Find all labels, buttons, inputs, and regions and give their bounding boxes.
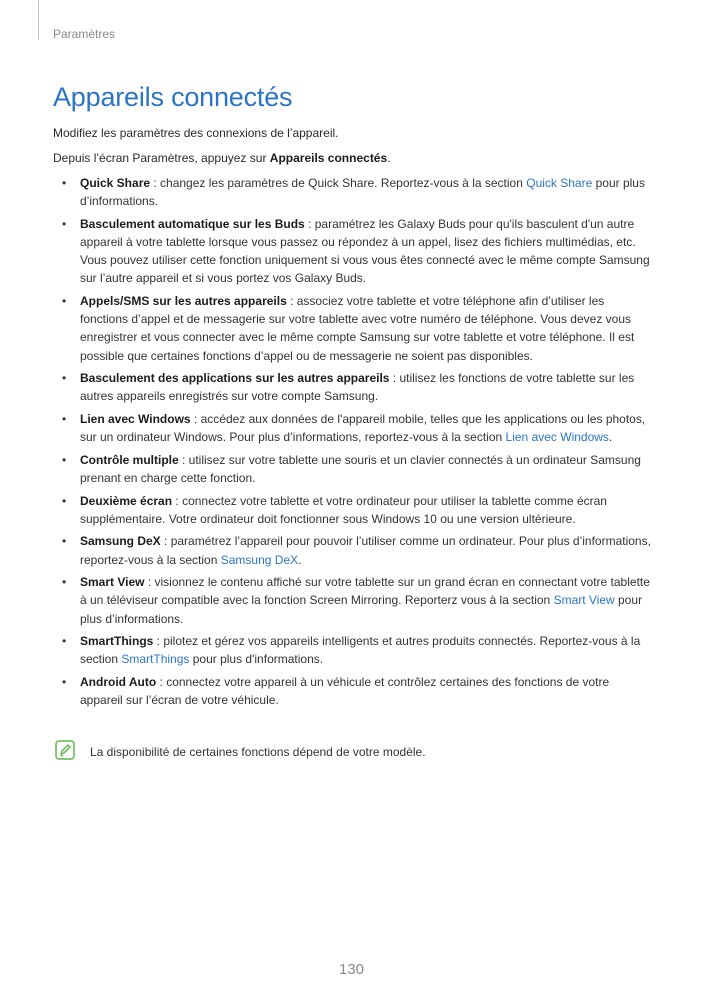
- item-text: : associez votre tablette et votre téléphone afin d’utiliser les fonctions d’appel et de messagerie sur votre tablette avec votre numéro de téléphone. Vous devez vous enregistrer et vous connecter avec le même compte Samsung sur votre tablette et votre téléphone. Il est possible que certaines fonctions d’appel ou de messagerie ne soient pas disponibles.: [80, 294, 635, 363]
- item-term: Appels/SMS sur les autres appareils: [80, 294, 287, 308]
- list-item: [53, 451, 653, 487]
- list-item: [53, 292, 653, 365]
- item-text: : utilisez sur votre tablette une souris et un clavier connectés à un ordinateur Samsung prenant en charge cette fonction.: [80, 452, 641, 485]
- list-item: [53, 573, 653, 628]
- page-number: 130: [338, 961, 365, 978]
- note-text: La disponibilité de certaines fonctions dépend de votre modèle.: [90, 745, 426, 759]
- item-term: Smart View: [80, 575, 145, 590]
- item-term: Basculement automatique sur les Buds: [80, 216, 305, 231]
- item-after: pour plus d'informations.: [189, 652, 324, 667]
- item-text: : accédez aux données de l'appareil mobile, telles que les applications ou les photos, sur un ordinateur Windows. Pour plus d’informations, reportez-vous à la section: [80, 412, 646, 445]
- item-after: .: [298, 552, 302, 567]
- item-after: pour plus d’informations.: [80, 593, 643, 626]
- page-title: Appareils connectés: [53, 82, 293, 112]
- list-item: [53, 215, 653, 288]
- list-item: [53, 174, 653, 210]
- settings-list: [53, 174, 653, 714]
- item-after: .: [608, 430, 613, 445]
- list-item: [53, 492, 653, 528]
- list-item: [53, 369, 653, 405]
- instruction-prefix: Depuis l’écran Paramètres, appuyez sur: [53, 151, 270, 165]
- item-term: Deuxième écran: [80, 493, 173, 508]
- margin-rule: [38, 0, 39, 40]
- item-text: : connectez votre tablette et votre ordinateur pour utiliser la tablette comme écran supplémentaire. Votre ordinateur doit fonctionner sous Windows 10 ou une version ultérieure.: [80, 493, 607, 526]
- item-term: Basculement des applications sur les autres appareils: [80, 371, 390, 386]
- item-text: : paramétrez les Galaxy Buds pour qu'ils basculent d'un autre appareil à votre tablette lorsque vous passez ou répondez à un appel, lisez des fichiers multimédias, etc. Vous pouvez utiliser cette fonction uniquement si vous vous êtes connecté avec le même compte Samsung sur l’autre appareil et si vous portez vos Galaxy Buds.: [80, 216, 650, 286]
- item-link[interactable]: Smart View: [553, 593, 615, 608]
- item-term: Lien avec Windows: [80, 412, 191, 426]
- list-item: [53, 532, 653, 568]
- item-term: Contrôle multiple: [80, 452, 179, 467]
- list-item: [53, 632, 653, 668]
- item-link[interactable]: SmartThings: [121, 652, 190, 667]
- item-term: Quick Share: [80, 176, 151, 190]
- item-link[interactable]: Lien avec Windows: [505, 430, 609, 445]
- item-text: : changez les paramètres de Quick Share. Reportez-vous à la section: [150, 176, 527, 190]
- item-link[interactable]: Samsung DeX: [220, 552, 299, 567]
- note-box: [53, 740, 653, 764]
- item-term: SmartThings: [80, 634, 154, 649]
- item-term: Samsung DeX: [80, 534, 161, 549]
- item-term: Android Auto: [80, 674, 157, 689]
- list-item: [53, 410, 653, 446]
- intro-paragraph: Modifiez les paramètres des connexions de l’appareil.: [53, 126, 339, 140]
- note-pencil-icon: [55, 740, 75, 760]
- item-text: : visionnez le contenu affiché sur votre tablette sur un grand écran en connectant votre tablette à un téléviseur compatible avec la fonction Screen Mirroring. Reporterz vous à la section: [80, 575, 650, 608]
- item-text: : utilisez les fonctions de votre tablette sur les autres appareils enregistrés sur votre compte Samsung.: [80, 371, 635, 404]
- item-text: : paramétrez l’appareil pour pouvoir l’utiliser comme un ordinateur. Pour plus d’informations, reportez-vous à la section: [80, 534, 651, 567]
- item-after: pour plus d’informations.: [80, 176, 645, 209]
- instruction-menu-name: Appareils connectés: [269, 151, 388, 165]
- list-item: [53, 673, 653, 709]
- intro-instruction: [53, 151, 391, 165]
- running-header: Paramètres: [53, 27, 116, 41]
- item-text: : pilotez et gérez vos appareils intelligents et autres produits connectés. Reportez-vous à la section: [80, 634, 641, 667]
- item-link[interactable]: Quick Share: [526, 176, 593, 190]
- instruction-suffix: .: [387, 151, 391, 165]
- item-text: : connectez votre appareil à un véhicule et contrôlez certaines des fonctions de votre appareil sur l’écran de votre véhicule.: [80, 674, 610, 708]
